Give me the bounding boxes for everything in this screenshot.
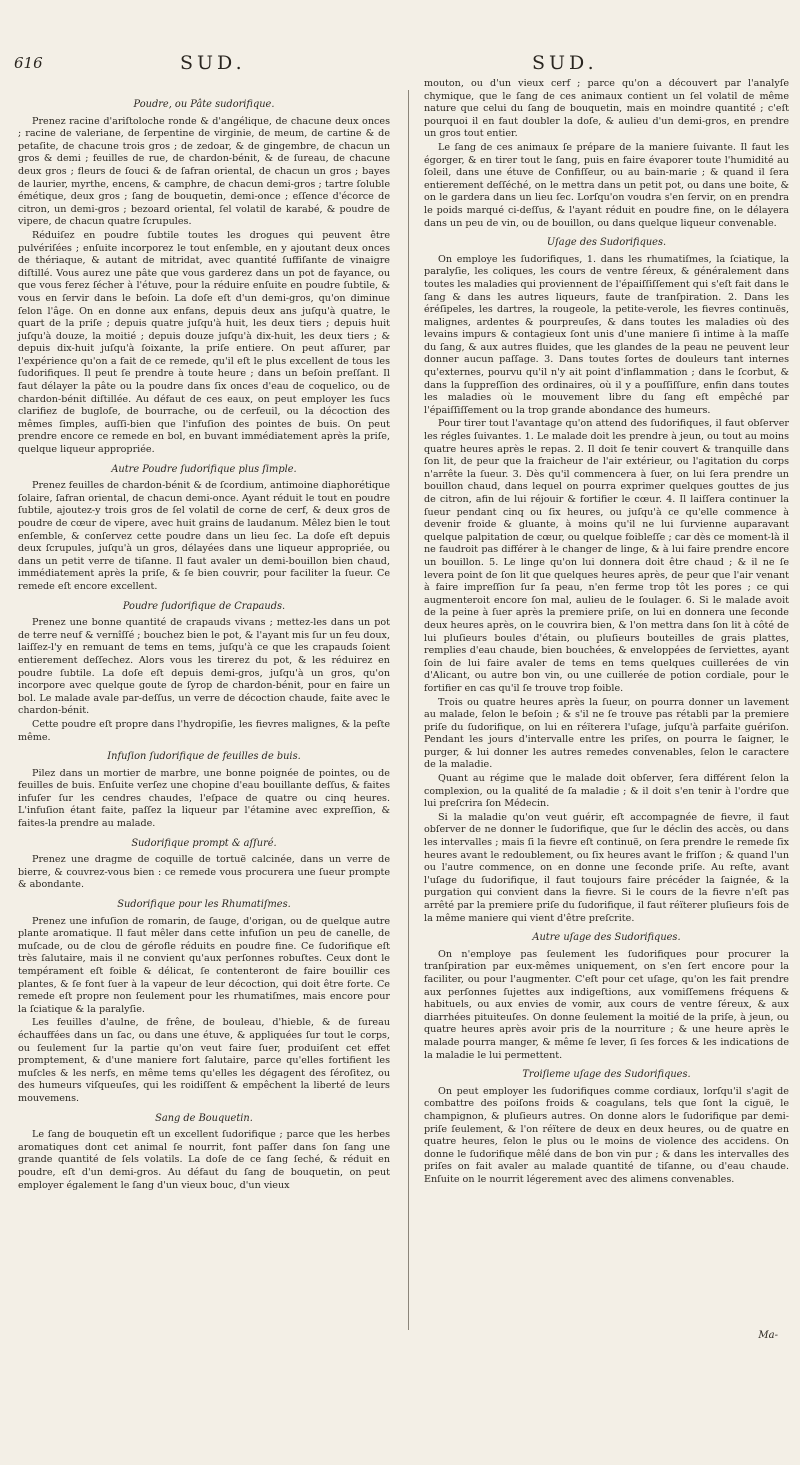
- paragraph: Réduiſez en poudre ſubtile toutes les drogues qui peuvent être pulvériſées ; enſuite incorporez le tout enſemble, en y ajoutant deux onces de thériaque, & autant de mitridat, avec quantité ſuffiſante de vinaigre diſtillé. Vous aurez une pâte que vous garderez dans un pot de fayance, ou que vous ferez ſécher à l'étuve, pour la réduire enſuite en poudre ſubtile, & vous en ſervir dans le beſoin. La doſe eſt d'un demi-gros, qu'on diminue ſelon l'âge. On en donne aux enfans, depuis deux ans juſqu'à quatre, le quart de la priſe ; depuis quatre juſqu'à huit, les deux tiers ; depuis huit juſqu'à douze, la moitié ; depuis douze juſqu'à dix-huit, les deux tiers ; & depuis dix-huit juſqu'à ſoixante, la priſe entiere. On peut aſſurer, par l'expérience qu'on a fait de ce remede, qu'il eſt le plus excellent de tous les ſudorifiques. Il peut ſe prendre à toute heure ; dans un beſoin preſſant. Il faut délayer la pâte ou la poudre dans ſix onces d'eau de coquelico, ou de chardon-bénit diſtillée. Au défaut de ces eaux, on peut employer les ſucs clarifiez de bugloſe, de bourrache, ou de cerfeuil, ou la décoction des mêmes ſimples, auſſi-bien que l'infuſion des pointes de buis. On peut prendre encore ce remede en bol, en buvant immédiatement après la priſe, quelque liqueur appropriée.: [18, 229, 390, 456]
- paragraph: mouton, ou d'un vieux cerf ; parce qu'on a découvert par l'analyſe chymique, que le ſang de ces animaux contient un ſel volatil de même nature que celui du ſang de bouquetin, mais en moindre quantité ; c'eſt pourquoi il en faut doubler la doſe, & aulieu d'un demi-gros, en prendre un gros tout entier.: [424, 78, 789, 140]
- paragraph: Pilez dans un mortier de marbre, une bonne poignée de pointes, ou de feuilles de buis. Enſuite verſez une chopine d'eau bouillante deſſus, & faites infuſer ſur les cendres chaudes, l'eſpace de quatre ou cinq heures. L'infuſion étant faite, paſſez la liqueur par l'étamine avec expreſſion, & faites-la prendre au malade.: [18, 767, 390, 830]
- paragraph: On n'employe pas ſeulement les ſudorifiques pour procurer la tranſpiration par eux-mêmes uniquement, on s'en ſert encore pour la faciliter, ou pour l'augmenter. C'eſt pour cet uſage, qu'on les fait prendre aux perſonnes ſujettes aux indigeſtions, aux vomiſſemens fréquens & habituels, ou aux envies de vomir, aux cours de ventre ſéreux, & aux diarrhées pituiteuſes. On donne ſeulement la moitié de la priſe, à jeun, ou quatre heures après avoir pris de la nourriture ; & une heure après le malade pourra manger, & même ſe lever, ſi ſes forces & les indications de la maladie le lui permettent.: [424, 948, 789, 1061]
- paragraph: Pour tirer tout l'avantage qu'on attend des ſudorifiques, il faut obſerver les régles ſuivantes. 1. Le malade doit les prendre à jeun, ou tout au moins quatre heures après le repas. 2. Il doit ſe tenir couvert & tranquille dans ſon lit, de peur que la fraicheur de l'air extérieur, ou l'agitation du corps n'arrête la ſueur. 3. Dès qu'il commencera à ſuer, on lui ſera prendre un bouillon chaud, dans lequel on pourra exprimer quelques gouttes de jus de citron, afin de lui réjouir & fortifier le cœur. 4. Il laiſſera continuer la ſueur pendant cinq ou ſix heures, ou juſqu'à ce qu'elle commence à devenir froide & gluante, à moins qu'il ne lui ſurvienne auparavant quelque palpitation de cœur, ou quelque foibleſſe ; car dès ce moment-là il ne faudroit pas différer à le changer de linge, & à lui faire prendre encore un bouillon. 5. Le linge qu'on lui donnera doit être chaud ; & il ne ſe levera point de ſon lit que quelques heures après, de peur que l'air venant à faire impreſſion ſur ſa peau, n'en ferme trop tôt les pores ; ce qui augmenteroit encore ſon mal, aulieu de le ſoulager. 6. Si le malade avoit de la peine à ſuer après la premiere priſe, on lui en donnera une ſeconde deux heures après, on le couvrira bien, & l'on mettra dans ſon lit à côté de lui pluſieurs boules d'étain, ou pluſieurs bouteilles de grais plattes, remplies d'eau chaude, bien bouchées, & enveloppées de ſerviettes, ayant ſoin de lui faire avaler de tems en tems quelques cuillerées de vin d'Alicant, ou autre bon vin, ou une cuillerée de potion cordiale, pour le fortifier en cas qu'il ſe trouve trop foible.: [424, 418, 789, 694]
- section-heading: Poudre ſudorifique de Crapauds.: [122, 600, 286, 612]
- page-number: 616: [14, 54, 43, 72]
- paragraph: Le ſang de bouquetin eſt un excellent ſudorifique ; parce que les herbes aromatiques dont cet animal ſe nourrit, font paſſer dans ſon ſang une grande quantité de ſels volatils. La doſe de ce ſang ſeché, & réduit en poudre, eſt d'un demi-gros. Au défaut du ſang de bouquetin, on peut employer également le ſang d'un vieux bouc, d'un vieux: [18, 1129, 390, 1191]
- catchword: Ma-: [758, 1330, 778, 1341]
- running-head-left: SUD.: [180, 52, 246, 74]
- paragraph: Prenez une bonne quantité de crapauds vivans ; mettez-les dans un pot de terre neuf & vernîſſé ; bouchez bien le pot, & l'ayant mis ſur un feu doux, laiſſez-l'y en remuant de tems en tems, juſqu'à ce que les crapauds ſoient entierement deſſechez. Alors vous les tirerez du pot, & les réduirez en poudre ſubtile. La doſe eſt depuis demi-gros, juſqu'à un gros, qu'on incorpore avec quelque goute de ſyrop de chardon-bénit, pour en faire un bol. Le malade avale par-deſſus, un verre de décoction chaude, faite avec le chardon-bénit.: [18, 617, 390, 717]
- section-heading: Sang de Bouquetin.: [155, 1112, 253, 1124]
- paragraph: Cette poudre eſt propre dans l'hydropiſie, les fievres malignes, & la peſte même.: [18, 718, 390, 743]
- column-divider: [408, 90, 409, 1330]
- section-heading: Uſage des Sudorifiques.: [546, 237, 667, 249]
- left-column: [18, 92, 390, 1193]
- section-heading: Sudorifique prompt & aſſuré.: [131, 837, 277, 849]
- paragraph: Prenez racine d'ariſtoloche ronde & d'angélique, de chacune deux onces ; racine de valeriane, de ſerpentine de virginie, de meum, de cartine & de petaſite, de chacune trois gros ; de zedoar, & de gingembre, de chacun un gros & demi ; feuilles de rue, de chardon-bénit, & de ſureau, de chacune deux gros ; fleurs de ſouci & de ſafran oriental, de chacun un gros ; bayes de laurier, myrthe, encens, & camphre, de chacun demi-gros ; tartre ſoluble émétique, deux gros ; ſang de bouquetin, demi-once ; eſſence d'écorce de citron, un demi-gros ; bezoard oriental, ſel volatil de karabé, & poudre de vipere, de chacun quatre ſcrupules.: [18, 115, 390, 228]
- paragraph: On peut employer les ſudorifiques comme cordiaux, lorſqu'il s'agit de combattre des poiſons froids & coagulans, tels que ſont la ciguë, le champignon, & pluſieurs autres. On donne alors le ſudorifique par demi-priſe ſeulement, & l'on réïtere de deux en deux heures, ou de quatre en quatre heures, ſelon le plus ou le moins de violence des accidens. On donne le ſudorifique mêlé dans de bon vin pur ; & dans les intervalles des priſes on fait avaler au malade quantité de tiſanne, ou d'eau chaude. Enſuite on le nourrit légerement avec des alimens convenables.: [424, 1085, 789, 1185]
- paragraph: Prenez feuilles de chardon-bénit & de ſcordium, antimoine diaphorétique ſolaire, ſafran oriental, de chacun demi-once. Ayant réduit le tout en poudre ſubtile, ajoutez-y trois gros de ſel volatil de corne de cerf, & deux gros de poudre de cœur de vipere, avec huit grains de laudanum. Mêlez bien le tout enſemble, & conſervez cette poudre dans un lieu ſec. La doſe eſt depuis deux ſcrupules, juſqu'à un gros, délayées dans une liqueur appropriée, ou dans un petit verre de tiſanne. Il faut avaler un demi-bouillon bien chaud, immédiatement après la priſe, & ſe bien couvrir, pour faciliter la ſueur. Ce remede eſt encore excellent.: [18, 480, 390, 592]
- section-heading: Autre uſage des Sudorifiques.: [532, 932, 681, 944]
- paragraph: Prenez une dragme de coquille de tortuë calcinée, dans un verre de bierre, & couvrez-vous bien : ce remede vous procurera une ſueur prompte & abondante.: [18, 854, 390, 891]
- paragraph: Le ſang de ces animaux ſe prépare de la maniere ſuivante. Il faut les égorger, & en tirer tout le ſang, puis en faire évaporer toute l'humidité au ſoleil, dans une étuve de Confiſſeur, ou au bain-marie ; & quand il ſera entierement deſſéché, on le mettra dans un petit pot, ou dans une boite, & on le gardera dans un lieu ſec. Lorſqu'on voudra s'en ſervir, on en prendra le poids marqué ci-deſſus, & l'ayant réduit en poudre fine, on le délayera dans un peu de vin, ou de bouillon, ou dans quelque liqueur convenable.: [424, 141, 789, 229]
- paragraph: Quant au régime que le malade doit obſerver, ſera différent ſelon la complexion, ou la qualité de ſa maladie ; & il doit s'en tenir à l'ordre que lui preſcrira ſon Médecin.: [424, 773, 789, 810]
- paragraph: Les feuilles d'aulne, de frêne, de bouleau, d'hieble, & de ſureau échauffées dans un ſac, ou dans une étuve, & appliquées ſur tout le corps, ou ſeulement ſur la partie qu'on veut faire ſuer, produiſent cet effet promptement, & d'une maniere fort ſalutaire, parce qu'elles fortifient les muſcles & les nerfs, en même tems qu'elles les dégagent des ſéroſitez, ou des humeurs viſqueuſes, qui les roidiſſent & empêchent la liberté de leurs mouvemens.: [18, 1017, 390, 1104]
- paragraph: Trois ou quatre heures après la ſueur, on pourra donner un lavement au malade, ſelon le beſoin ; & s'il ne ſe trouve pas rétabli par la premiere priſe du ſudorifique, on lui en réïterera l'uſage, juſqu'à parfaite guériſon. Pendant les jours d'intervalle entre les priſes, on pourra le ſaigner, le purger, & lui donner les autres remedes convenables, ſelon le caractere de la maladie.: [424, 696, 789, 771]
- paragraph: Prenez une infuſion de romarin, de ſauge, d'origan, ou de quelque autre plante aromatique. Il faut mêler dans cette infuſion un peu de canelle, de muſcade, ou de clou de gérofle réduits en poudre fine. Ce ſudorifique eſt très ſalutaire, mais il ne convient qu'aux perſonnes robuſtes. Ceux dont le tempérament eſt foible & délicat, ſe contenteront de faire bouillir ces plantes, & ſe font ſuer à la vapeur de leur décoction, qui doit être forte. Ce remede eſt propre non ſeulement pour les rhumatiſmes, mais encore pour la ſciatique & la paralyſie.: [18, 915, 390, 1015]
- section-heading: Poudre, ou Pâte sudorifique.: [133, 99, 275, 110]
- section-heading: Autre Poudre ſudorifique plus ſimple.: [111, 463, 297, 475]
- section-heading: Troiſieme uſage des Sudorifiques.: [522, 1069, 691, 1081]
- paragraph: On employe les ſudorifiques, 1. dans les rhumatiſmes, la ſciatique, la paralyſie, les coliques, les cours de ventre ſéreux, & généralement dans toutes les maladies qui proviennent de l'épaiſſiſſement qui s'eſt fait dans le ſang & dans les autres liqueurs, faute de tranſpiration. 2. Dans les éréſipeles, les dartres, la rougeole, la petite-verole, les fievres continuës, malignes, ardentes & pourpreuſes, & dans toutes les maladies où des levains impurs & contagieux ſont unis d'une maniere ſi intime à la maſſe du ſang, & aux autres fluides, que les glandes de la peau ne peuvent leur donner aucun paſſage. 3. Dans toutes ſortes de douleurs tant internes qu'externes, pourvu qu'il n'y ait point d'inflammation ; dans le ſcorbut, & dans la ſuppreſſion des ordinaires, où il y a pouſſiſſure, enfin dans toutes les maladies où le mouvement libre du ſang eſt empêché par l'épaiſſiſſement ou la trop grande abondance des humeurs.: [424, 253, 789, 416]
- paragraph: Si la maladie qu'on veut guérir, eſt accompagnée de fievre, il faut obſerver de ne donner le ſudorifique, que ſur le déclin des accès, ou dans les intervalles ; mais ſi la fievre eſt continuë, on ſera prendre le remede ſix heures avant le redoublement, ou ſix heures avant le friſſon ; & quand l'un ou l'autre commence, on en donne une ſeconde priſe. Au reſte, avant l'uſage du ſudorifique, il faut toujours faire précéder la ſaignée, & la purgation qui convient dans la fievre. Si le cours de la fievre n'eſt pas arrêté par la premiere priſe du ſudorifique, il faut réïterer pluſieurs fois de la même maniere qui vient d'être preſcrite.: [424, 811, 789, 924]
- right-column: [424, 78, 789, 1187]
- running-head-right: SUD.: [532, 52, 598, 74]
- section-heading: Sudorifique pour les Rhumatiſmes.: [117, 899, 291, 911]
- section-heading: Infuſion ſudorifique de feuilles de buis.: [107, 751, 301, 763]
